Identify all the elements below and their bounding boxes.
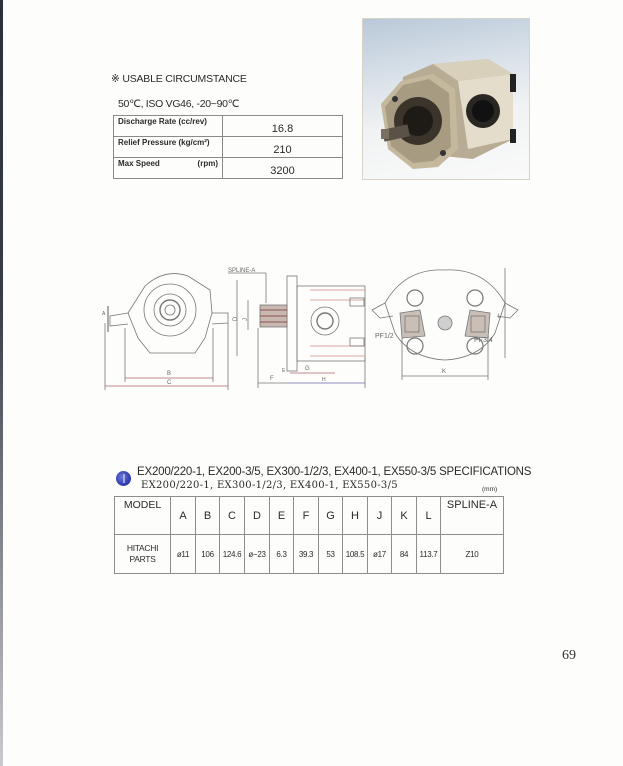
table-header-row	[115, 497, 504, 535]
dimensions-table	[114, 496, 504, 574]
value-h: 108.5	[343, 535, 368, 574]
value-g: 53	[319, 535, 343, 574]
gear-pump-photo	[362, 18, 530, 180]
page-number: 69	[562, 648, 576, 663]
header-k: K	[392, 497, 417, 535]
table-row	[115, 535, 504, 574]
value-spline-a: Z10	[441, 535, 504, 574]
side-view-drawing	[228, 268, 365, 388]
value-f: 39.3	[294, 535, 319, 574]
specifications-subtitle: EX200/220-1, EX300-1/2/3, EX400-1, EX550-3/5	[141, 480, 398, 491]
svg-text:C: C	[167, 380, 172, 386]
operating-conditions: 50℃, ISO VG46, -20~90℃	[118, 98, 240, 110]
max-speed-value: 3200	[223, 158, 343, 179]
bullet-icon	[116, 471, 131, 486]
svg-text:B: B	[167, 371, 172, 377]
discharge-rate-value: 16.8	[223, 116, 343, 137]
table-row	[114, 116, 343, 137]
header-l: L	[417, 497, 441, 535]
svg-text:F: F	[270, 376, 274, 382]
value-a: ø11	[171, 535, 196, 574]
header-model: MODEL	[115, 497, 171, 535]
max-speed-label: Max Speed	[118, 159, 160, 168]
value-d: ø−23	[245, 535, 270, 574]
specifications-title: EX200/220-1, EX200-3/5, EX300-1/2/3, EX400-1, EX550-3/5 SPECIFICATIONS	[137, 466, 532, 478]
scan-edge	[0, 0, 3, 766]
value-b: 106	[196, 535, 220, 574]
value-e: 6.3	[270, 535, 294, 574]
svg-text:A: A	[102, 311, 106, 317]
header-c: C	[220, 497, 245, 535]
max-speed-unit: (rpm)	[197, 159, 218, 168]
svg-text:G: G	[305, 366, 310, 372]
relief-pressure-value: 210	[223, 137, 343, 158]
svg-text:SPLINE-A: SPLINE-A	[228, 268, 256, 274]
svg-text:H: H	[322, 377, 326, 383]
header-g: G	[319, 497, 343, 535]
model-line-1: HITACHI	[126, 543, 159, 553]
value-l: 113.7	[417, 535, 441, 574]
svg-text:E: E	[282, 368, 286, 374]
relief-pressure-label: Relief Pressure (kg/cm²)	[114, 137, 223, 158]
header-f: F	[294, 497, 319, 535]
header-h: H	[343, 497, 368, 535]
header-d: D	[245, 497, 270, 535]
model-cell	[115, 535, 171, 574]
model-line-2: PARTS	[129, 554, 156, 564]
usable-circumstance-title: ※ USABLE CIRCUMSTANCE	[111, 73, 247, 85]
unit-label: (mm)	[482, 486, 498, 493]
table-row	[114, 158, 343, 179]
svg-text:PF1/2: PF1/2	[375, 333, 394, 340]
header-a: A	[171, 497, 196, 535]
svg-text:K: K	[442, 369, 447, 375]
svg-text:PF3/4: PF3/4	[474, 337, 493, 344]
dimension-drawings	[100, 258, 520, 393]
svg-text:J: J	[243, 318, 249, 321]
header-spline-a: SPLINE-A	[441, 497, 504, 535]
table-row	[114, 137, 343, 158]
header-j: J	[368, 497, 392, 535]
header-e: E	[270, 497, 294, 535]
svg-text:L: L	[498, 314, 502, 320]
header-b: B	[196, 497, 220, 535]
value-j: ø17	[368, 535, 392, 574]
front-view-drawing	[102, 274, 228, 390]
discharge-rate-label: Discharge Rate (cc/rev)	[114, 116, 223, 137]
rear-view-drawing	[372, 268, 518, 380]
value-c: 124.6	[220, 535, 245, 574]
value-k: 84	[392, 535, 417, 574]
performance-table	[113, 115, 343, 179]
svg-text:D: D	[233, 316, 239, 321]
